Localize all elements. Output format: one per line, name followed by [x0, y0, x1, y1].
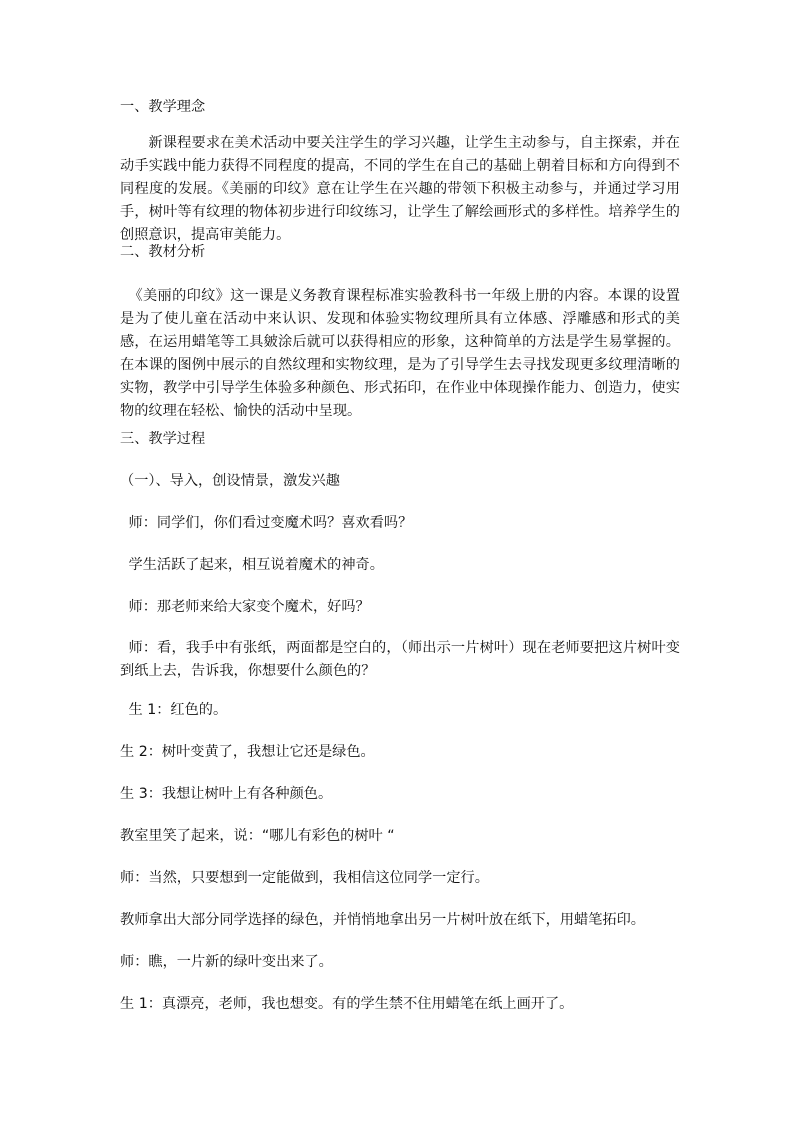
dialogue-line: 学生活跃了起来，相互说着魔术的神奇。	[128, 557, 384, 573]
dialogue-line: 师：那老师来给大家变个魔术，好吗？	[128, 599, 370, 615]
paragraph-teaching-philosophy: 新课程要求在美术活动中要关注学生的学习兴趣，让学生主动参与，自主探索，并在动手实践中能力获得不同程度的提高，不同的学生在自己的基础上朝着目标和方向得到不同程度的发展。《美丽的印纹》意在让学生在兴趣的带领下积极主动参与，并通过学习用手，树叶等有纹理的物体初步进行印纹练习，让学生了解绘画形式的多样性。培养学生的创照意识，提高审美能力。	[120, 135, 680, 243]
dialogue-line: 师：瞧，一片新的绿叶变出来了。	[120, 954, 333, 970]
heading-material-analysis: 二、教材分析	[120, 244, 206, 260]
dialogue-line: 教师拿出大部分同学选择的绿色，并悄悄地拿出另一片树叶放在纸下，用蜡笔拓印。	[120, 912, 645, 928]
heading-teaching-process: 三、教学过程	[120, 431, 206, 447]
subheading-introduction: （一）、导入，创设情景，激发兴趣	[120, 473, 340, 489]
dialogue-line: 生 2：树叶变黄了，我想让它还是绿色。	[120, 744, 375, 760]
dialogue-line: 师：同学们，你们看过变魔术吗？喜欢看吗？	[128, 515, 413, 531]
dialogue-line: 生 1：真漂亮，老师，我也想变。有的学生禁不住用蜡笔在纸上画开了。	[120, 996, 574, 1012]
dialogue-line: 生 1：红色的。	[128, 702, 228, 718]
dialogue-line: 生 3：我想让树叶上有各种颜色。	[120, 786, 333, 802]
dialogue-line: 教室里笑了起来，说：“哪儿有彩色的树叶 “	[120, 828, 395, 844]
heading-teaching-philosophy: 一、教学理念	[120, 99, 206, 115]
dialogue-line: 师：当然，只要想到一定能做到，我相信这位同学一定行。	[120, 870, 489, 886]
dialogue-line: 师：看，我手中有张纸，两面都是空白的，（师出示一片树叶）现在老师要把这片树叶变到纸上去，告诉我，你想要什么颜色的？	[120, 640, 680, 679]
paragraph-material-analysis: 《美丽的印纹》这一课是义务教育课程标准实验教科书一年级上册的内容。本课的设置是为了使儿童在活动中来认识、发现和体验实物纹理所具有立体感、浮雕感和形式的美感，在运用蜡笔等工具皴涂后就可以获得相应的形象，这种简单的方法是学生易掌握的。在本课的图例中展示的自然纹理和实物纹理，是为了引导学生去寻找发现更多纹理清晰的实物，教学中引导学生体验多种颜色、形式拓印，在作业中体现操作能力、创造力，使实物的纹理在轻松、愉快的活动中呈现。	[120, 288, 680, 419]
